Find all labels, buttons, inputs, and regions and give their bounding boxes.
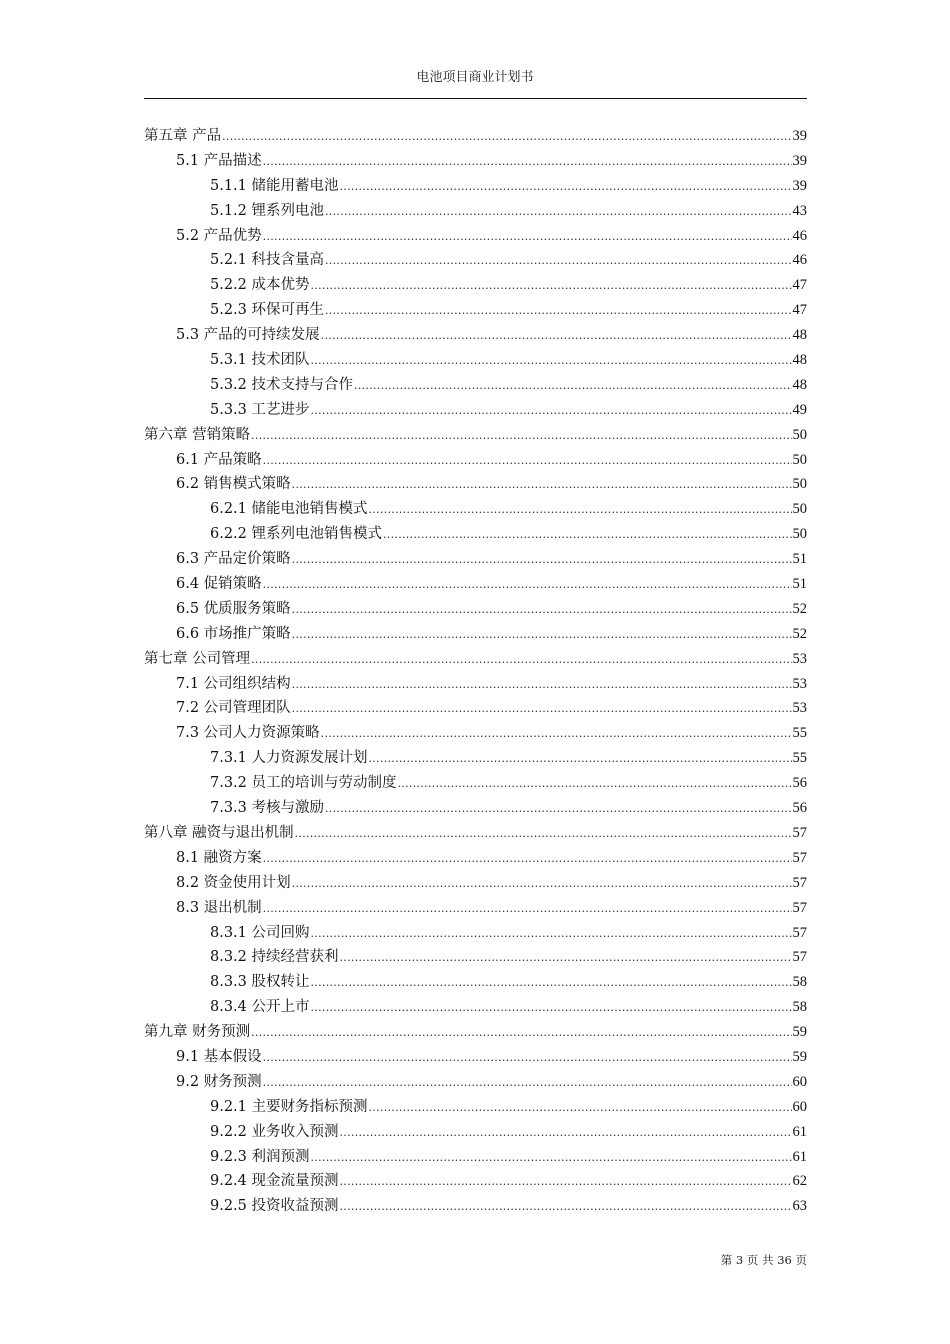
toc-entry-page: 53: [792, 650, 807, 667]
toc-entry-title: 8.3.2 持续经营获利: [210, 949, 339, 966]
toc-entry-page: 48: [792, 376, 807, 393]
toc-entry-title: 5.3.2 技术支持与合作: [210, 376, 354, 393]
toc-entry[interactable]: [144, 149, 807, 174]
toc-dot-leader: [340, 946, 792, 971]
toc-entry-title: 5.1 产品描述: [176, 152, 262, 169]
toc-entry-title: 5.1.2 锂系列电池: [210, 202, 325, 219]
toc-entry-title: 9.2.4 现金流量预测: [210, 1173, 339, 1190]
toc-entry-page: 56: [792, 775, 807, 792]
toc-entry[interactable]: [144, 921, 807, 946]
toc-dot-leader: [398, 772, 792, 797]
toc-entry-title: 7.3 公司人力资源策略: [176, 725, 320, 742]
toc-entry-page: 58: [792, 974, 807, 991]
toc-entry-title: 9.2.2 业务收入预测: [210, 1123, 339, 1140]
toc-entry-title: 6.2.1 储能电池销售模式: [210, 501, 368, 518]
toc-entry-title: 7.2 公司管理团队: [176, 700, 291, 717]
page-header-title: 电池项目商业计划书: [416, 70, 534, 85]
toc-dot-leader: [325, 797, 791, 822]
toc-entry[interactable]: [144, 1095, 807, 1120]
toc-entry-page: 49: [792, 401, 807, 418]
toc-entry-page: 52: [792, 600, 807, 617]
toc-dot-leader: [354, 374, 791, 399]
toc-entry[interactable]: [144, 1194, 807, 1219]
toc-entry[interactable]: [144, 871, 807, 896]
toc-entry-page: 43: [792, 202, 807, 219]
toc-entry-title: 5.1.1 储能用蓄电池: [210, 177, 339, 194]
toc-dot-leader: [292, 673, 792, 698]
toc-dot-leader: [251, 424, 791, 449]
toc-dot-leader: [340, 1121, 792, 1146]
toc-dot-leader: [292, 697, 792, 722]
toc-dot-leader: [325, 249, 791, 274]
toc-entry-title: 6.3 产品定价策略: [176, 551, 291, 568]
toc-dot-leader: [311, 971, 792, 996]
toc-dot-leader: [263, 1071, 792, 1096]
toc-entry[interactable]: [144, 821, 807, 846]
toc-entry[interactable]: [144, 1070, 807, 1095]
toc-entry[interactable]: [144, 522, 807, 547]
toc-entry-page: 50: [792, 451, 807, 468]
toc-entry-page: 59: [792, 1024, 807, 1041]
toc-dot-leader: [263, 847, 792, 872]
toc-entry-page: 39: [792, 128, 807, 144]
toc-entry-title: 7.3.3 考核与激励: [210, 800, 325, 817]
toc-entry-title: 第八章 融资与退出机制: [144, 824, 294, 841]
toc-entry-title: 8.3 退出机制: [176, 899, 262, 916]
toc-entry[interactable]: [144, 572, 807, 597]
toc-entry[interactable]: [144, 846, 807, 871]
toc-entry-title: 第六章 营销策略: [144, 426, 251, 443]
toc-entry-title: 8.3.1 公司回购: [210, 924, 310, 941]
toc-entry-title: 第五章 产品: [144, 128, 222, 144]
toc-entry-page: 46: [792, 227, 807, 244]
toc-entry-title: 9.2.5 投资收益预测: [210, 1198, 339, 1215]
toc-entry-page: 57: [792, 924, 807, 941]
table-of-contents: [144, 124, 807, 1219]
toc-dot-leader: [311, 1146, 792, 1171]
toc-dot-leader: [295, 822, 792, 847]
toc-entry-page: 50: [792, 426, 807, 443]
toc-entry-page: 50: [792, 501, 807, 518]
toc-entry[interactable]: [144, 970, 807, 995]
toc-entry-page: 62: [792, 1173, 807, 1190]
toc-dot-leader: [311, 349, 792, 374]
toc-entry[interactable]: [144, 1145, 807, 1170]
toc-dot-leader: [321, 722, 792, 747]
toc-entry-page: 57: [792, 899, 807, 916]
toc-entry[interactable]: [144, 398, 807, 423]
toc-entry-title: 7.1 公司组织结构: [176, 675, 291, 692]
toc-entry-title: 8.2 资金使用计划: [176, 874, 291, 891]
toc-entry[interactable]: [144, 1120, 807, 1145]
toc-entry[interactable]: [144, 696, 807, 721]
toc-entry-page: 63: [792, 1198, 807, 1215]
toc-entry[interactable]: [144, 373, 807, 398]
toc-entry[interactable]: [144, 1169, 807, 1194]
toc-dot-leader: [292, 598, 792, 623]
toc-entry[interactable]: [144, 597, 807, 622]
toc-entry-page: 55: [792, 750, 807, 767]
toc-entry[interactable]: [144, 945, 807, 970]
toc-entry-page: 53: [792, 700, 807, 717]
toc-dot-leader: [222, 125, 791, 150]
toc-dot-leader: [263, 1046, 792, 1071]
toc-dot-leader: [311, 399, 792, 424]
toc-dot-leader: [369, 747, 792, 772]
toc-entry-page: 57: [792, 874, 807, 891]
toc-entry[interactable]: [144, 896, 807, 921]
toc-entry-title: 5.3 产品的可持续发展: [176, 327, 320, 344]
page-footer-info: 第 3 页 共 36 页: [720, 1253, 807, 1267]
toc-entry-title: 5.2.1 科技含量高: [210, 252, 325, 269]
toc-entry[interactable]: [144, 721, 807, 746]
toc-entry-page: 47: [792, 277, 807, 294]
toc-entry-title: 8.3.3 股权转让: [210, 974, 310, 991]
toc-dot-leader: [369, 1096, 792, 1121]
toc-entry[interactable]: [144, 647, 807, 672]
toc-entry[interactable]: [144, 622, 807, 647]
toc-dot-leader: [251, 1021, 791, 1046]
toc-dot-leader: [263, 150, 792, 175]
toc-entry[interactable]: [144, 771, 807, 796]
toc-dot-leader: [325, 299, 791, 324]
toc-entry-page: 61: [792, 1148, 807, 1165]
toc-entry-page: 39: [792, 152, 807, 169]
toc-entry-title: 7.3.1 人力资源发展计划: [210, 750, 368, 767]
toc-entry[interactable]: [144, 497, 807, 522]
toc-entry-page: 58: [792, 999, 807, 1016]
toc-entry-title: 8.1 融资方案: [176, 849, 262, 866]
toc-entry[interactable]: [144, 248, 807, 273]
toc-entry[interactable]: [144, 672, 807, 697]
toc-entry[interactable]: [144, 124, 807, 149]
toc-entry-title: 9.1 基本假设: [176, 1048, 262, 1065]
toc-entry-page: 48: [792, 327, 807, 344]
toc-dot-leader: [321, 324, 792, 349]
toc-entry-page: 59: [792, 1048, 807, 1065]
toc-dot-leader: [292, 548, 792, 573]
toc-entry-title: 5.2 产品优势: [176, 227, 262, 244]
toc-entry-title: 9.2.1 主要财务指标预测: [210, 1098, 368, 1115]
toc-entry[interactable]: [144, 423, 807, 448]
toc-entry-title: 6.4 促销策略: [176, 576, 262, 593]
toc-entry-page: 53: [792, 675, 807, 692]
toc-entry-page: 50: [792, 526, 807, 543]
toc-entry-page: 39: [792, 177, 807, 194]
toc-dot-leader: [383, 523, 791, 548]
toc-entry-page: 51: [792, 551, 807, 568]
toc-entry-title: 9.2 财务预测: [176, 1073, 262, 1090]
toc-entry-page: 48: [792, 352, 807, 369]
toc-entry-page: 56: [792, 800, 807, 817]
toc-dot-leader: [311, 274, 792, 299]
toc-dot-leader: [263, 449, 792, 474]
toc-entry-title: 8.3.4 公开上市: [210, 999, 310, 1016]
toc-entry-page: 52: [792, 625, 807, 642]
toc-entry-title: 第七章 公司管理: [144, 650, 251, 667]
toc-entry-page: 46: [792, 252, 807, 269]
toc-entry-title: 7.3.2 员工的培训与劳动制度: [210, 775, 397, 792]
toc-entry-title: 5.3.1 技术团队: [210, 352, 310, 369]
toc-entry-title: 6.1 产品策略: [176, 451, 262, 468]
toc-entry[interactable]: [144, 199, 807, 224]
toc-entry[interactable]: [144, 1020, 807, 1045]
toc-dot-leader: [340, 1170, 792, 1195]
toc-entry-title: 6.2 销售模式策略: [176, 476, 291, 493]
toc-dot-leader: [263, 897, 792, 922]
toc-entry[interactable]: [144, 746, 807, 771]
toc-entry-page: 55: [792, 725, 807, 742]
toc-entry-title: 5.3.3 工艺进步: [210, 401, 310, 418]
toc-dot-leader: [292, 623, 792, 648]
toc-entry-title: 5.2.3 环保可再生: [210, 302, 325, 319]
toc-entry-page: 57: [792, 849, 807, 866]
toc-entry-page: 57: [792, 949, 807, 966]
toc-entry[interactable]: [144, 1045, 807, 1070]
toc-dot-leader: [340, 1195, 792, 1220]
toc-dot-leader: [369, 498, 792, 523]
toc-entry-page: 60: [792, 1098, 807, 1115]
toc-entry[interactable]: [144, 448, 807, 473]
toc-dot-leader: [340, 175, 792, 200]
toc-dot-leader: [251, 648, 791, 673]
toc-entry[interactable]: [144, 796, 807, 821]
toc-entry-title: 5.2.2 成本优势: [210, 277, 310, 294]
toc-entry-title: 6.5 优质服务策略: [176, 600, 291, 617]
toc-entry[interactable]: [144, 298, 807, 323]
toc-entry[interactable]: [144, 174, 807, 199]
toc-entry-page: 50: [792, 476, 807, 493]
toc-entry-title: 6.6 市场推广策略: [176, 625, 291, 642]
toc-entry-page: 47: [792, 302, 807, 319]
toc-dot-leader: [263, 225, 792, 250]
toc-entry-title: 第九章 财务预测: [144, 1024, 251, 1041]
toc-entry-title: 6.2.2 锂系列电池销售模式: [210, 526, 383, 543]
toc-entry[interactable]: [144, 224, 807, 249]
toc-entry[interactable]: [144, 273, 807, 298]
toc-entry[interactable]: [144, 995, 807, 1020]
toc-entry[interactable]: [144, 472, 807, 497]
toc-dot-leader: [292, 872, 792, 897]
toc-dot-leader: [311, 922, 792, 947]
toc-entry-page: 51: [792, 576, 807, 593]
toc-entry-title: 9.2.3 利润预测: [210, 1148, 310, 1165]
toc-entry[interactable]: [144, 323, 807, 348]
toc-entry[interactable]: [144, 547, 807, 572]
toc-dot-leader: [263, 573, 792, 598]
header-rule: [144, 98, 807, 99]
toc-dot-leader: [325, 200, 791, 225]
toc-entry[interactable]: [144, 348, 807, 373]
toc-dot-leader: [311, 996, 792, 1021]
toc-entry-page: 61: [792, 1123, 807, 1140]
toc-entry-page: 57: [792, 824, 807, 841]
toc-entry-page: 60: [792, 1073, 807, 1090]
toc-dot-leader: [292, 473, 792, 498]
